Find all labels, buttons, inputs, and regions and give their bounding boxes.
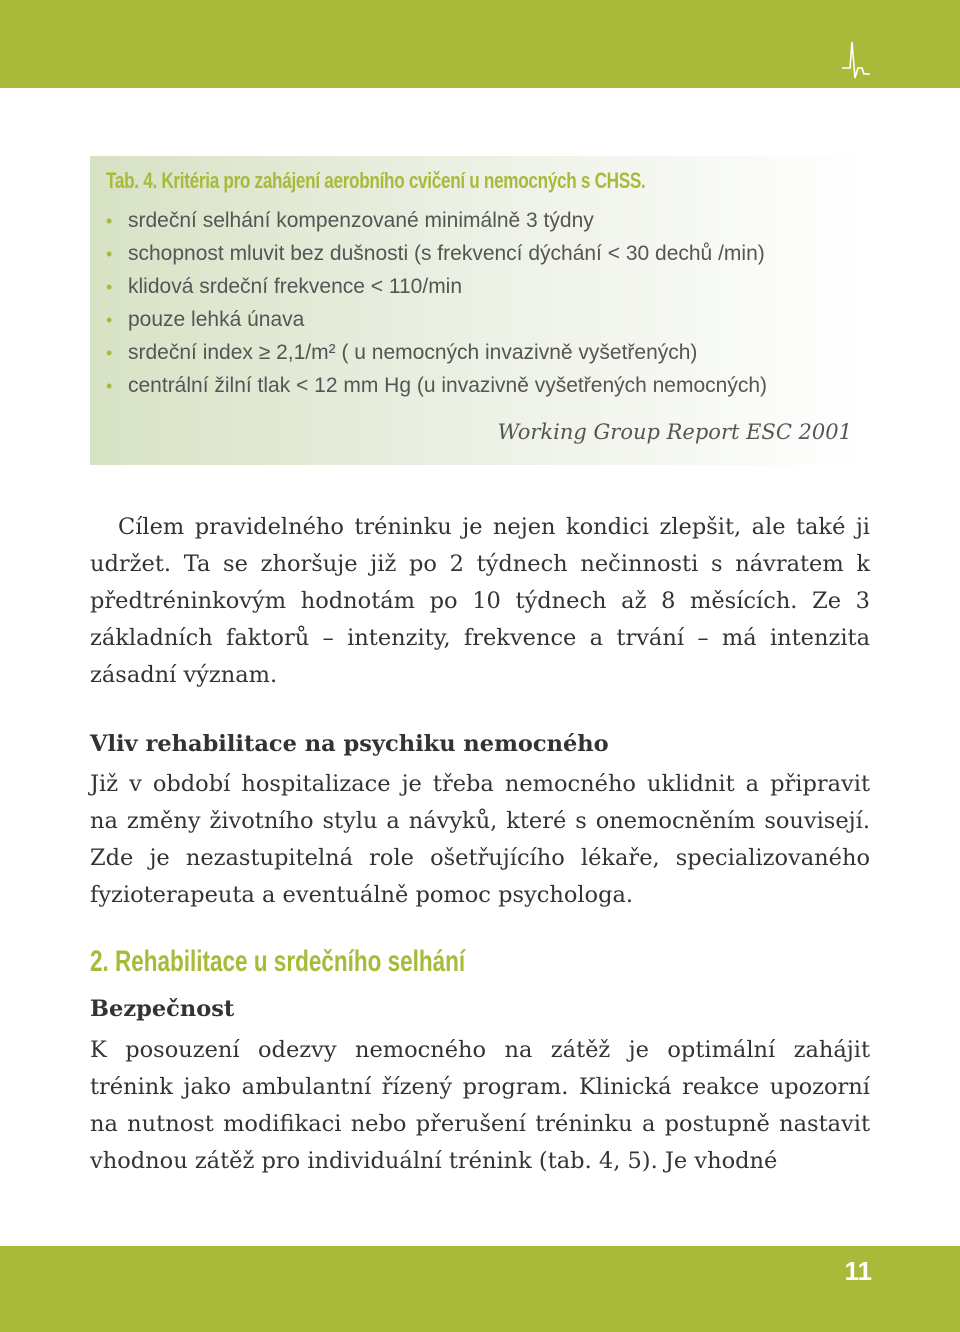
criteria-list (106, 204, 767, 402)
table-source: Working Group Report ESC 2001 (497, 420, 852, 444)
bullet-icon: • (106, 343, 113, 363)
bullet-icon: • (106, 376, 113, 396)
section-title: 2. Rehabilitace u srdečního selhání (90, 945, 466, 978)
footer-band (0, 1246, 960, 1332)
bullet-icon: • (106, 211, 113, 231)
list-item: • pouze lehká únava (106, 303, 767, 336)
paragraph-safety: K posouzení odezvy nemocného na zátěž je optimální zahájit trénink jako ambulantní řízený program. Klinická reakce upozorní na nutnost modifikaci nebo přerušení tréninku a postupně nastavit vhodnou zátěž pro individuální trénink (tab. 4, 5). Je vhodné (90, 1037, 870, 1174)
paragraph-psychology: Již v období hospitalizace je třeba nemocného uklidnit a připravit na změny životního stylu a návyků, které s onemocněním souvisejí. Zde je nezastupitelná role ošetřujícího lékaře, specializovaného fyzioterapeuta a eventuálně pomoc psychologa. (90, 771, 870, 908)
page-number: 11 (844, 1256, 872, 1286)
heading-psychology: Vliv rehabilitace na psychiku nemocného (90, 731, 609, 757)
heading-safety: Bezpečnost (90, 996, 235, 1022)
list-item: • srdeční index ≥ 2,1/m² ( u nemocných invazivně vyšetřených) (106, 336, 767, 369)
bullet-icon: • (106, 310, 113, 330)
paragraph-training-goal: Cílem pravidelného tréninku je nejen kondici zlepšit, ale také ji udržet. Ta se zhoršuje již po 2 týdnech nečinnosti s návratem k předtréninkovým hodnotám po 10 týdnech až 8 měsících. Ze 3 základních faktorů – intenzity, frekvence a trvání – má intenzita zásadní význam. (90, 514, 870, 688)
list-item: • klidová srdeční frekvence < 110/min (106, 270, 767, 303)
bullet-icon: • (106, 277, 113, 297)
bullet-icon: • (106, 244, 113, 264)
list-item: • srdeční selhání kompenzované minimálně 3 týdny (106, 204, 767, 237)
ecg-heartbeat-icon (840, 40, 872, 80)
table-title: Tab. 4. Kritéria pro zahájení aerobního cvičení u nemocných s CHSS. (106, 168, 646, 193)
list-item: • schopnost mluvit bez dušnosti (s frekvencí dýchání < 30 dechů /min) (106, 237, 767, 270)
header-band (0, 0, 960, 88)
list-item: • centrální žilní tlak < 12 mm Hg (u invazivně vyšetřených nemocných) (106, 369, 767, 402)
